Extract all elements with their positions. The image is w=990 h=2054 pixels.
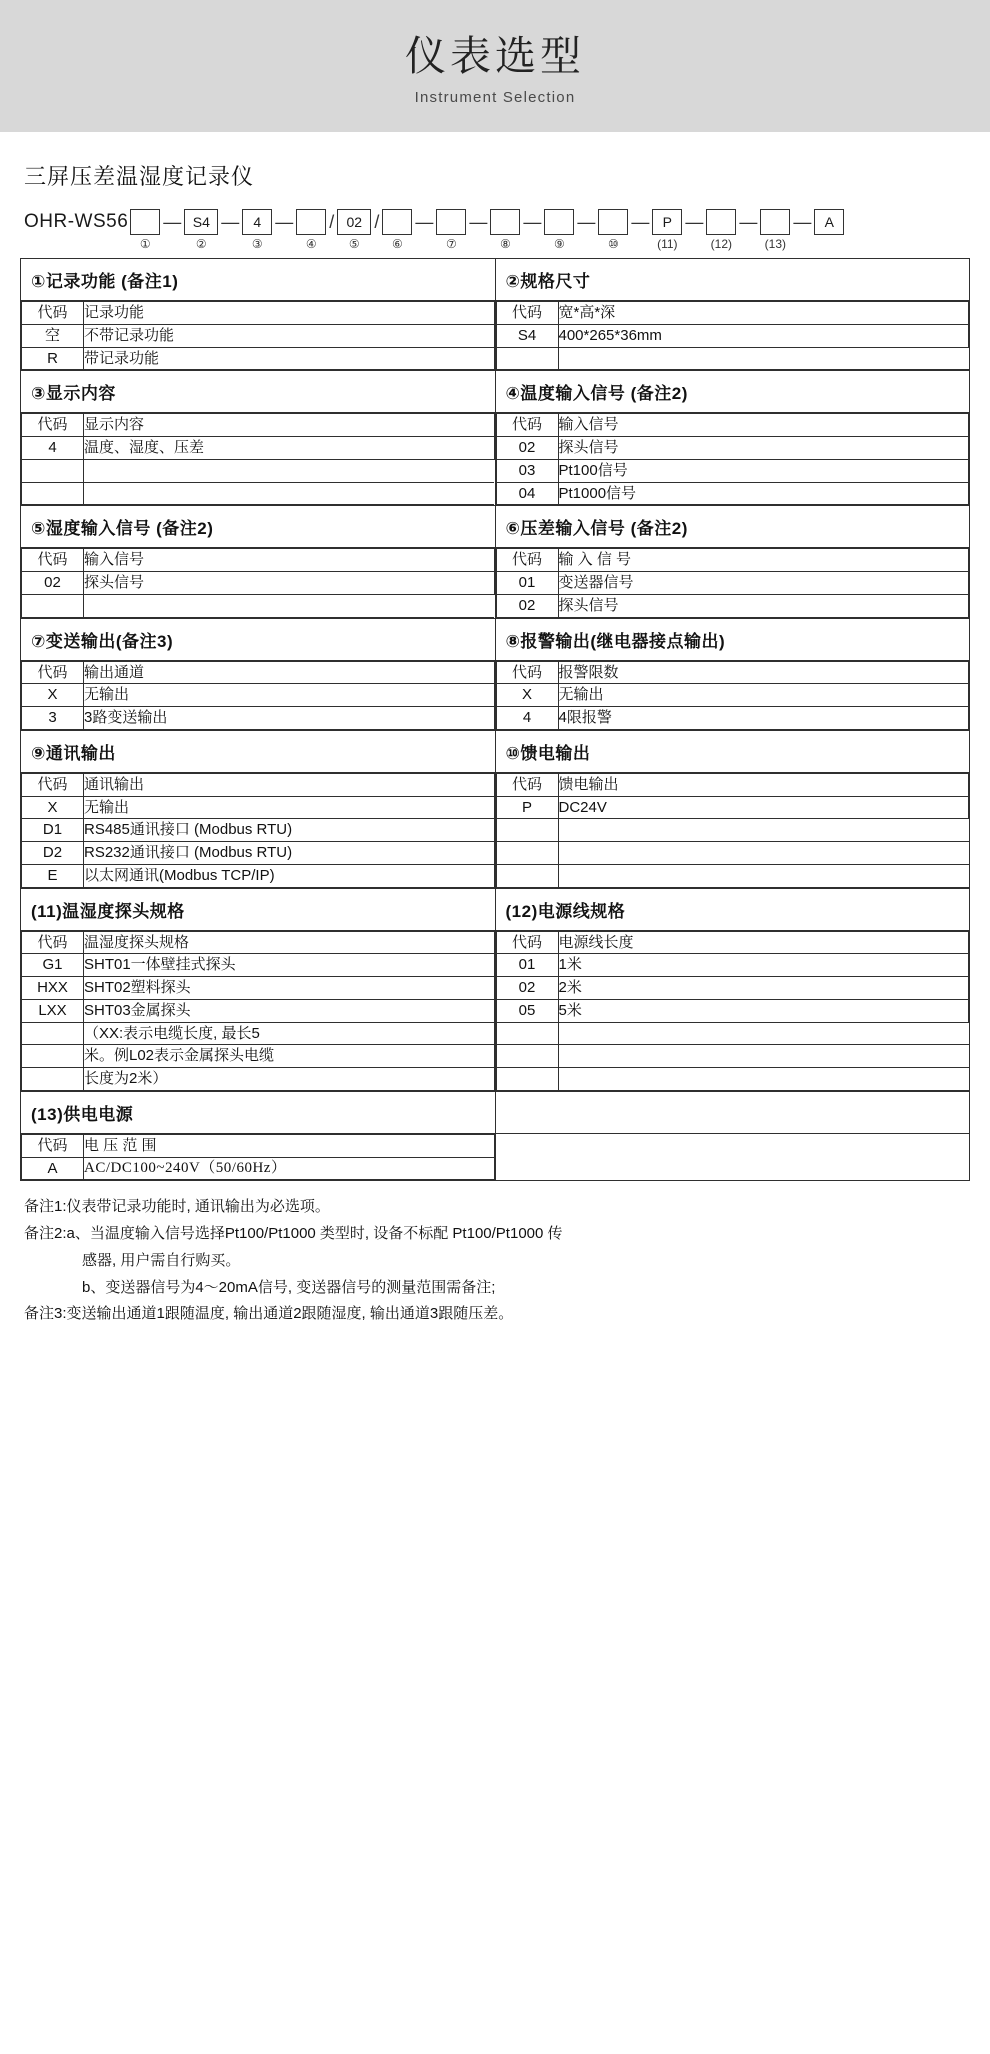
model-slot-index-10: ⑩ [607, 237, 619, 252]
row-description: 探头信号 [558, 594, 969, 617]
section-table-s8 [496, 661, 970, 730]
row-code: S4 [496, 324, 558, 347]
section-title-s11: (11)温湿度探头规格 [31, 901, 185, 921]
col-header-desc: 电源线长度 [558, 931, 969, 954]
row-description: 探头信号 [84, 572, 495, 595]
section-body-s10 [495, 772, 970, 888]
table-row [22, 324, 495, 347]
section-title-s2: ②规格尺寸 [505, 272, 591, 292]
row-code: 空 [22, 324, 84, 347]
filler-row [496, 819, 969, 842]
model-slot-9[interactable] [544, 209, 574, 250]
col-header-desc: 电 压 范 围 [84, 1134, 495, 1157]
model-slot-index-11: (11) [657, 237, 678, 252]
model-separator-4: / [329, 212, 335, 233]
table-row [496, 324, 969, 347]
note-1: 备注1:仪表带记录功能时, 通讯输出为必选项。 [24, 1198, 330, 1216]
row-code: 04 [496, 482, 558, 505]
column-header-row [496, 302, 969, 325]
filler-row [496, 864, 969, 887]
filler-code [22, 482, 84, 505]
section-table-s3 [21, 413, 495, 505]
model-slot-1[interactable] [130, 209, 160, 250]
filler-row [22, 594, 495, 617]
filler-code [496, 1045, 558, 1068]
table-row [22, 954, 495, 977]
section-table-s6 [496, 548, 970, 617]
filler-code [496, 1068, 558, 1091]
model-slot-value-11: P [652, 209, 682, 235]
note-2b: b、变送器信号为4～20mA信号, 变送器信号的测量范围需备注; [82, 1278, 496, 1296]
column-header-row [496, 414, 969, 437]
section-body-row [21, 548, 970, 618]
filler-code [496, 1022, 558, 1045]
column-header-row [22, 549, 495, 572]
row-description: 探头信号 [558, 437, 969, 460]
row-description: 温度、湿度、压差 [84, 437, 495, 460]
col-header-desc: 通讯输出 [84, 773, 495, 796]
section-table-s7 [21, 661, 495, 730]
table-row [22, 796, 495, 819]
col-header-code: 代码 [22, 773, 84, 796]
row-code: 02 [496, 594, 558, 617]
column-header-row [22, 931, 495, 954]
row-description: 带记录功能 [84, 347, 495, 370]
row-description: 变送器信号 [558, 572, 969, 595]
model-slot-index-1: ① [139, 237, 151, 252]
section-body-s6 [495, 548, 970, 618]
filler-code [496, 819, 558, 842]
model-separator-2: — [221, 212, 240, 233]
section-body-s8 [495, 660, 970, 730]
filler-desc [558, 1068, 969, 1091]
section-title-s3: ③显示内容 [31, 384, 116, 404]
row-code: 4 [496, 707, 558, 730]
section-header-s3 [21, 371, 496, 413]
model-slot-value-2: S4 [184, 209, 218, 235]
col-header-code: 代码 [22, 931, 84, 954]
model-slot-value-5: 02 [337, 209, 371, 235]
filler-row [496, 347, 969, 370]
table-row [496, 684, 969, 707]
model-slot-index-13: (13) [764, 237, 786, 252]
table-row [22, 1045, 495, 1068]
row-code [22, 1068, 84, 1091]
row-description: 以太网通讯(Modbus TCP/IP) [84, 864, 495, 887]
section-header-s12 [495, 888, 970, 930]
row-description: RS485通讯接口 (Modbus RTU) [84, 819, 495, 842]
model-slot-14[interactable] [814, 209, 844, 238]
section-title-s9: ⑨通讯输出 [31, 743, 116, 763]
table-row [496, 459, 969, 482]
table-row [496, 977, 969, 1000]
section-body-s1 [21, 301, 496, 371]
filler-desc [84, 594, 495, 617]
model-slot-4[interactable] [296, 209, 326, 250]
section-header-row [21, 259, 970, 301]
model-slot-value-4 [296, 209, 326, 235]
section-table-s11 [21, 931, 495, 1091]
section-table-s2 [496, 301, 970, 370]
section-header-row [21, 730, 970, 772]
section-body-row [21, 1133, 970, 1181]
column-header-row [496, 931, 969, 954]
section-body-row [21, 413, 970, 506]
model-slot-host [130, 209, 844, 250]
section-header-s8 [495, 618, 970, 660]
model-slot-13[interactable] [760, 209, 790, 250]
filler-desc [558, 842, 969, 865]
row-description: Pt100信号 [558, 459, 969, 482]
row-description: SHT02塑料探头 [84, 977, 495, 1000]
row-description: 1米 [558, 954, 969, 977]
section-header-s9 [21, 730, 496, 772]
col-header-desc: 输入信号 [558, 414, 969, 437]
note-2: 备注2:a、当温度输入信号选择Pt100/Pt1000 类型时, 设备不标配 Pt100/Pt1000 传 [24, 1225, 563, 1243]
col-header-desc: 输入信号 [84, 549, 495, 572]
table-row [22, 842, 495, 865]
model-separator-8: — [523, 212, 542, 233]
row-code: X [496, 684, 558, 707]
model-slot-value-3: 4 [242, 209, 272, 235]
filler-code [496, 842, 558, 865]
column-header-row [22, 661, 495, 684]
section-body-s11 [21, 930, 496, 1091]
filler-desc [84, 459, 495, 482]
row-code: 02 [22, 572, 84, 595]
section-body-s7 [21, 660, 496, 730]
row-code: G1 [22, 954, 84, 977]
section-table-s10 [496, 773, 970, 888]
row-description: DC24V [558, 796, 969, 819]
model-separator-7: — [469, 212, 488, 233]
model-separator-9: — [577, 212, 596, 233]
model-slot-11[interactable] [652, 209, 682, 250]
model-slot-8[interactable] [490, 209, 520, 250]
row-code: A [22, 1157, 84, 1180]
table-row [22, 819, 495, 842]
row-code: 05 [496, 999, 558, 1022]
empty-header-cell [495, 1091, 970, 1133]
section-header-s4 [495, 371, 970, 413]
row-description: 2米 [558, 977, 969, 1000]
section-header-s7 [21, 618, 496, 660]
table-row [496, 437, 969, 460]
model-slot-value-8 [490, 209, 520, 235]
row-description: AC/DC100~240V（50/60Hz） [84, 1157, 495, 1180]
model-slot-value-14: A [814, 209, 844, 235]
table-row [22, 1157, 495, 1180]
section-table-s1 [21, 301, 495, 370]
col-header-desc: 馈电输出 [558, 773, 969, 796]
product-title: 三屏压差温湿度记录仪 [24, 164, 255, 190]
col-header-code: 代码 [496, 302, 558, 325]
model-slot-3[interactable] [242, 209, 272, 250]
col-header-code: 代码 [22, 549, 84, 572]
table-row [22, 977, 495, 1000]
model-slot-7[interactable] [436, 209, 466, 250]
filler-row [496, 1045, 969, 1068]
row-description: 不带记录功能 [84, 324, 495, 347]
section-header-row [21, 1091, 970, 1133]
section-header-s13 [21, 1091, 496, 1133]
filler-desc [558, 819, 969, 842]
table-row [496, 707, 969, 730]
model-slot-10[interactable] [598, 209, 628, 250]
section-body-row [21, 660, 970, 730]
row-code: D1 [22, 819, 84, 842]
section-body-s4 [495, 413, 970, 506]
filler-desc [558, 1022, 969, 1045]
table-row [22, 572, 495, 595]
section-title-s1: ①记录功能 (备注1) [31, 272, 179, 292]
row-description: 米。例L02表示金属探头电缆 [84, 1045, 495, 1068]
model-slot-index-5: ⑤ [348, 237, 360, 252]
model-separator-12: — [739, 212, 758, 233]
col-header-code: 代码 [496, 414, 558, 437]
model-slot-index-8: ⑧ [499, 237, 511, 252]
model-slot-value-7 [436, 209, 466, 235]
section-table-s4 [496, 413, 970, 505]
section-title-s7: ⑦变送输出(备注3) [31, 631, 174, 651]
section-header-row [21, 506, 970, 548]
section-body-row [21, 301, 970, 371]
filler-desc [558, 1045, 969, 1068]
table-row [22, 1022, 495, 1045]
section-body-row [21, 772, 970, 888]
model-slot-index-4: ④ [305, 237, 317, 252]
row-code [22, 1045, 84, 1068]
section-title-s6: ⑥压差输入信号 (备注2) [505, 519, 688, 539]
model-separator-10: — [631, 212, 650, 233]
model-slot-index-6: ⑥ [391, 237, 403, 252]
model-slot-value-1 [130, 209, 160, 235]
section-title-s13: (13)供电电源 [31, 1104, 134, 1124]
section-table-s5 [21, 548, 495, 617]
table-row [496, 954, 969, 977]
section-header-s1 [21, 259, 496, 301]
section-table-s12 [496, 931, 970, 1091]
col-header-code: 代码 [496, 661, 558, 684]
filler-row [496, 1068, 969, 1091]
filler-code [496, 864, 558, 887]
table-row [22, 707, 495, 730]
section-body-s12 [495, 930, 970, 1091]
filler-row [22, 459, 495, 482]
model-slot-value-10 [598, 209, 628, 235]
model-slot-index-3: ③ [251, 237, 263, 252]
table-row [496, 999, 969, 1022]
row-code: 03 [496, 459, 558, 482]
row-code: P [496, 796, 558, 819]
section-body-s5 [21, 548, 496, 618]
model-slot-value-12 [706, 209, 736, 235]
table-row [22, 864, 495, 887]
section-body-s2 [495, 301, 970, 371]
col-header-desc: 报警限数 [558, 661, 969, 684]
model-slot-5[interactable] [337, 209, 371, 250]
row-code [22, 1022, 84, 1045]
table-row [496, 482, 969, 505]
column-header-row [22, 773, 495, 796]
col-header-code: 代码 [22, 302, 84, 325]
row-code: 01 [496, 572, 558, 595]
table-row [22, 347, 495, 370]
table-row [22, 1068, 495, 1091]
section-header-s6 [495, 506, 970, 548]
row-code: 02 [496, 977, 558, 1000]
note-2-cont: 感器, 用户需自行购买。 [82, 1251, 241, 1269]
section-table-s9 [21, 773, 495, 888]
model-separator-13: — [793, 212, 812, 233]
filler-desc [558, 864, 969, 887]
row-code: E [22, 864, 84, 887]
table-row [496, 594, 969, 617]
model-slot-index-9: ⑨ [553, 237, 565, 252]
page-banner [0, 0, 990, 132]
row-code: X [22, 796, 84, 819]
col-header-desc: 记录功能 [84, 302, 495, 325]
col-header-desc: 输 入 信 号 [558, 549, 969, 572]
model-slot-index-7: ⑦ [445, 237, 457, 252]
row-description: 3路变送输出 [84, 707, 495, 730]
banner-subtitle: Instrument Selection [414, 89, 576, 107]
row-code: R [22, 347, 84, 370]
column-header-row [22, 414, 495, 437]
col-header-code: 代码 [496, 931, 558, 954]
col-header-desc: 温湿度探头规格 [84, 931, 495, 954]
banner-title: 仪表选型 [405, 33, 585, 79]
column-header-row [496, 549, 969, 572]
section-header-s11 [21, 888, 496, 930]
filler-row [496, 1022, 969, 1045]
table-row [22, 437, 495, 460]
filler-code [496, 347, 558, 370]
note-3: 备注3:变送输出通道1跟随温度, 输出通道2跟随湿度, 输出通道3跟随压差。 [24, 1305, 514, 1323]
model-slot-index-12: (12) [710, 237, 732, 252]
row-code: 4 [22, 437, 84, 460]
section-body-s3 [21, 413, 496, 506]
col-header-code: 代码 [496, 549, 558, 572]
row-description: SHT03金属探头 [84, 999, 495, 1022]
filler-row [496, 842, 969, 865]
filler-desc [558, 347, 969, 370]
row-description: 无输出 [558, 684, 969, 707]
model-separator-6: — [415, 212, 434, 233]
empty-body-cell [495, 1133, 970, 1181]
row-code: X [22, 684, 84, 707]
row-code: 02 [496, 437, 558, 460]
table-row [496, 572, 969, 595]
section-title-s10: ⑩馈电输出 [505, 743, 591, 763]
col-header-code: 代码 [22, 1134, 84, 1157]
column-header-row [496, 661, 969, 684]
model-separator-1: — [163, 212, 182, 233]
row-code: HXX [22, 977, 84, 1000]
model-slot-2[interactable] [184, 209, 218, 250]
model-slot-value-9 [544, 209, 574, 235]
filler-code [22, 594, 84, 617]
col-header-code: 代码 [496, 773, 558, 796]
model-separator-11: — [685, 212, 704, 233]
section-body-row [21, 930, 970, 1091]
row-description: 无输出 [84, 684, 495, 707]
filler-code [22, 459, 84, 482]
filler-row [22, 482, 495, 505]
model-prefix: OHR-WS56 [24, 211, 129, 233]
section-title-s4: ④温度输入信号 (备注2) [505, 384, 688, 404]
col-header-desc: 显示内容 [84, 414, 495, 437]
specification-table [20, 258, 970, 1181]
table-row [496, 796, 969, 819]
row-description: RS232通讯接口 (Modbus RTU) [84, 842, 495, 865]
row-description: （XX:表示电缆长度, 最长5 [84, 1022, 495, 1045]
model-slot-6[interactable] [382, 209, 412, 250]
model-code-row [24, 209, 970, 250]
column-header-row [496, 773, 969, 796]
section-body-s9 [21, 772, 496, 888]
section-title-s12: (12)电源线规格 [505, 901, 626, 921]
section-header-s5 [21, 506, 496, 548]
model-separator-3: — [275, 212, 294, 233]
col-header-desc: 输出通道 [84, 661, 495, 684]
table-row [22, 684, 495, 707]
notes-block [24, 1195, 966, 1327]
col-header-desc: 宽*高*深 [558, 302, 969, 325]
row-description: Pt1000信号 [558, 482, 969, 505]
model-separator-5: / [374, 212, 380, 233]
model-slot-12[interactable] [706, 209, 736, 250]
section-header-row [21, 888, 970, 930]
section-title-s5: ⑤湿度输入信号 (备注2) [31, 519, 214, 539]
section-table-s13 [21, 1134, 495, 1181]
row-description: SHT01一体壁挂式探头 [84, 954, 495, 977]
table-row [22, 999, 495, 1022]
section-header-row [21, 371, 970, 413]
row-description: 5米 [558, 999, 969, 1022]
col-header-code: 代码 [22, 414, 84, 437]
filler-desc [84, 482, 495, 505]
model-slot-index-2: ② [195, 237, 207, 252]
section-body-s13 [21, 1133, 496, 1181]
row-description: 400*265*36mm [558, 324, 969, 347]
column-header-row [22, 302, 495, 325]
row-code: 3 [22, 707, 84, 730]
row-code: D2 [22, 842, 84, 865]
section-title-s8: ⑧报警输出(继电器接点输出) [505, 631, 726, 651]
row-description: 无输出 [84, 796, 495, 819]
section-header-row [21, 618, 970, 660]
row-code: 01 [496, 954, 558, 977]
row-description: 长度为2米） [84, 1068, 495, 1091]
section-header-s10 [495, 730, 970, 772]
section-header-s2 [495, 259, 970, 301]
model-slot-value-6 [382, 209, 412, 235]
model-slot-value-13 [760, 209, 790, 235]
column-header-row [22, 1134, 495, 1157]
row-code: LXX [22, 999, 84, 1022]
col-header-code: 代码 [22, 661, 84, 684]
row-description: 4限报警 [558, 707, 969, 730]
